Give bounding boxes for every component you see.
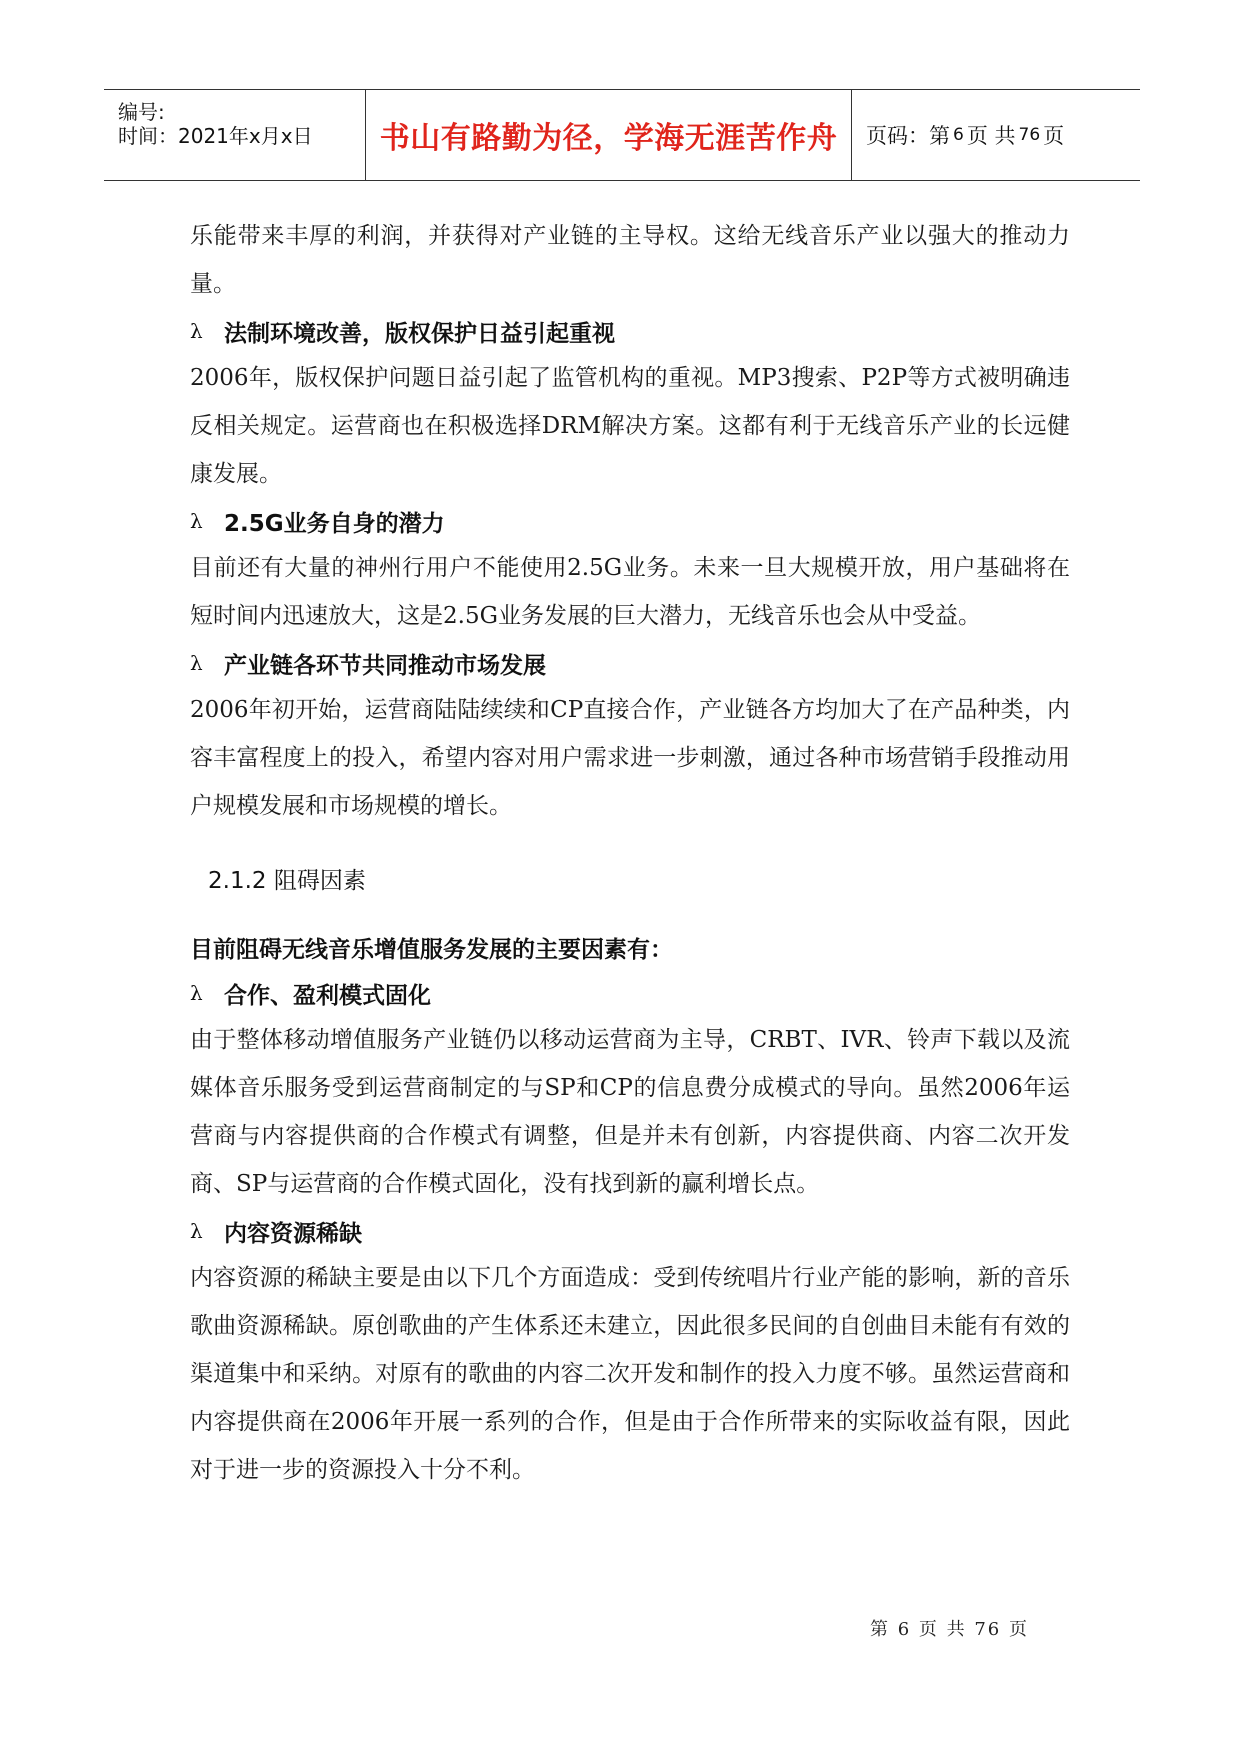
paragraph-continued: 乐能带来丰厚的利润，并获得对产业链的主导权。这给无线音乐产业以强大的推动力量。 bbox=[190, 223, 1070, 297]
bullet-heading-text: 合作、盈利模式固化 bbox=[224, 982, 431, 1009]
paragraph-2-5g: 目前还有大量的神州行用户不能使用2.5G业务。未来一旦大规模开放，用户基础将在短时间内迅速放大，这是2.5G业务发展的巨大潜力，无线音乐也会从中受益。 bbox=[190, 555, 1070, 629]
header-page-cell bbox=[852, 90, 1140, 180]
bullet-heading-text: 法制环境改善，版权保护日益引起重视 bbox=[224, 320, 615, 347]
bullet-heading-industry-chain bbox=[190, 640, 1070, 686]
page-mid: 页 共 bbox=[966, 124, 1016, 148]
bullet-heading-text: 内容资源稀缺 bbox=[224, 1220, 362, 1247]
lead-sentence: 目前阻碍无线音乐增值服务发展的主要因素有： bbox=[190, 936, 673, 963]
document-number-label: 编号: bbox=[118, 100, 165, 124]
bullet-icon: λ bbox=[190, 651, 203, 675]
page-current: 6 bbox=[953, 125, 964, 145]
bullet-icon: λ bbox=[190, 1219, 203, 1243]
paragraph-content-scarcity: 内容资源的稀缺主要是由以下几个方面造成：受到传统唱片行业产能的影响，新的音乐歌曲资源稀缺。原创歌曲的产生体系还未建立，因此很多民间的自创曲目未能有有效的渠道集中和采纳。对原有的歌曲的内容二次开发和制作的投入力度不够。虽然运营商和内容提供商在2006年开展一系列的合作，但是由于合作所带来的实际收益有限，因此对于进一步的资源投入十分不利。 bbox=[190, 1265, 1070, 1483]
document-time-label: 时间：2021年x月x日 bbox=[118, 124, 313, 148]
paragraph-industry-chain: 2006年初开始，运营商陆陆续续和CP直接合作，产业链各方均加大了在产品种类，内容丰富程度上的投入，希望内容对用户需求进一步刺激，通过各种市场营销手段推动用户规模发展和市场规模的增长。 bbox=[190, 697, 1070, 819]
bullet-heading-2-5g bbox=[190, 498, 1070, 544]
bullet-icon: λ bbox=[190, 509, 203, 533]
header-motto: 书山有路勤为径，学海无涯苦作舟 bbox=[379, 121, 838, 156]
document-header bbox=[104, 89, 1140, 181]
document-body bbox=[190, 212, 1070, 1494]
page-prefix: 页码：第 bbox=[866, 124, 950, 148]
header-motto-cell bbox=[366, 90, 852, 180]
bullet-heading-legal bbox=[190, 308, 1070, 354]
page-total: 76 bbox=[1018, 125, 1041, 145]
bullet-icon: λ bbox=[190, 319, 203, 343]
bullet-heading-text: 2.5G业务自身的潜力 bbox=[224, 510, 445, 537]
page-footer: 第 6 页 共 76 页 bbox=[870, 1619, 1029, 1640]
section-heading: 2.1.2 阻碍因素 bbox=[208, 867, 366, 894]
paragraph-copyright: 2006年，版权保护问题日益引起了监管机构的重视。MP3搜索、P2P等方式被明确违反相关规定。运营商也在积极选择DRM解决方案。这都有利于无线音乐产业的长远健康发展。 bbox=[190, 365, 1070, 487]
page-suffix: 页 bbox=[1043, 124, 1065, 148]
paragraph-cooperation: 由于整体移动增值服务产业链仍以移动运营商为主导，CRBT、IVR、铃声下载以及流媒体音乐服务受到运营商制定的与SP和CP的信息费分成模式的导向。虽然2006年运营商与内容提供商的合作模式有调整，但是并未有创新，内容提供商、内容二次开发商、SP与运营商的合作模式固化，没有找到新的赢利增长点。 bbox=[190, 1027, 1070, 1197]
bullet-heading-cooperation bbox=[190, 970, 1070, 1016]
bullet-heading-text: 产业链各环节共同推动市场发展 bbox=[224, 652, 546, 679]
bullet-heading-content-scarcity bbox=[190, 1208, 1070, 1254]
bullet-icon: λ bbox=[190, 981, 203, 1005]
header-meta-cell bbox=[104, 90, 366, 180]
